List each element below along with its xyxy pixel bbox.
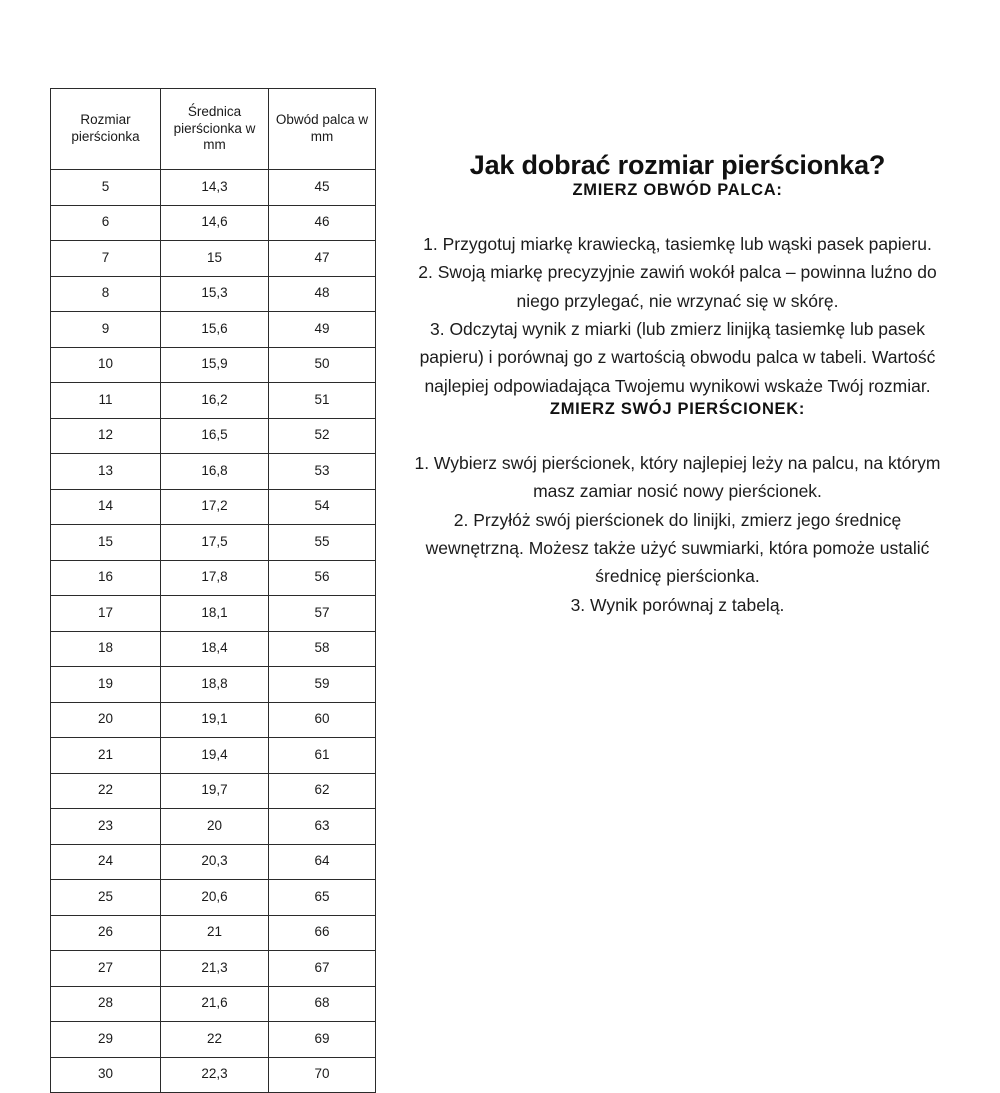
cell-diameter: 17,2	[161, 489, 269, 525]
table-row	[51, 702, 376, 738]
cell-circumference: 52	[269, 418, 376, 454]
list-item: 1. Wybierz swój pierścionek, który najlepiej leży na palcu, na którym masz zamiar nosić nowy pierścionek.	[414, 453, 941, 502]
cell-circumference: 54	[269, 489, 376, 525]
cell-size: 26	[51, 915, 161, 951]
table-row	[51, 560, 376, 596]
steps-list-measure-ring	[410, 449, 945, 619]
cell-circumference: 46	[269, 205, 376, 241]
cell-diameter: 15	[161, 241, 269, 277]
cell-size: 19	[51, 667, 161, 703]
cell-circumference: 55	[269, 525, 376, 561]
cell-size: 7	[51, 241, 161, 277]
cell-diameter: 16,2	[161, 383, 269, 419]
cell-size: 30	[51, 1057, 161, 1093]
table-row	[51, 347, 376, 383]
cell-diameter: 19,7	[161, 773, 269, 809]
column-header-size: Rozmiar pierścionka	[51, 89, 161, 170]
page-title: Jak dobrać rozmiar pierścionka?	[469, 150, 886, 180]
cell-circumference: 69	[269, 1022, 376, 1058]
cell-diameter: 19,1	[161, 702, 269, 738]
cell-diameter: 18,4	[161, 631, 269, 667]
cell-diameter: 21,3	[161, 951, 269, 987]
cell-diameter: 15,6	[161, 312, 269, 348]
table-row	[51, 667, 376, 703]
table-row	[51, 773, 376, 809]
table-row	[51, 738, 376, 774]
cell-diameter: 22	[161, 1022, 269, 1058]
table-header-row	[51, 89, 376, 170]
list-item: 2. Swoją miarkę precyzyjnie zawiń wokół palca – powinna luźno do niego przylegać, nie wrzynać się w skórę.	[418, 262, 937, 311]
cell-diameter: 16,8	[161, 454, 269, 490]
cell-size: 23	[51, 809, 161, 845]
table-row	[51, 454, 376, 490]
table-row	[51, 383, 376, 419]
list-item: 1. Przygotuj miarkę krawiecką, tasiemkę lub wąski pasek papieru.	[423, 234, 932, 254]
cell-diameter: 15,9	[161, 347, 269, 383]
table-header	[51, 89, 376, 170]
cell-diameter: 18,1	[161, 596, 269, 632]
table-row	[51, 312, 376, 348]
cell-diameter: 14,3	[161, 170, 269, 206]
cell-circumference: 57	[269, 596, 376, 632]
table-row	[51, 525, 376, 561]
table-row	[51, 951, 376, 987]
cell-diameter: 20,6	[161, 880, 269, 916]
table-row	[51, 915, 376, 951]
ring-size-table	[50, 88, 376, 1093]
cell-circumference: 53	[269, 454, 376, 490]
table-row	[51, 170, 376, 206]
cell-circumference: 63	[269, 809, 376, 845]
cell-diameter: 21	[161, 915, 269, 951]
cell-circumference: 64	[269, 844, 376, 880]
cell-diameter: 22,3	[161, 1057, 269, 1093]
table-row	[51, 844, 376, 880]
cell-size: 9	[51, 312, 161, 348]
cell-circumference: 58	[269, 631, 376, 667]
cell-circumference: 50	[269, 347, 376, 383]
table-row	[51, 631, 376, 667]
table-row	[51, 1057, 376, 1093]
table-row	[51, 880, 376, 916]
cell-diameter: 17,8	[161, 560, 269, 596]
cell-circumference: 65	[269, 880, 376, 916]
cell-circumference: 45	[269, 170, 376, 206]
cell-size: 28	[51, 986, 161, 1022]
table-row	[51, 205, 376, 241]
cell-size: 8	[51, 276, 161, 312]
table-row	[51, 596, 376, 632]
cell-circumference: 51	[269, 383, 376, 419]
cell-circumference: 67	[269, 951, 376, 987]
cell-diameter: 17,5	[161, 525, 269, 561]
cell-size: 12	[51, 418, 161, 454]
cell-diameter: 20,3	[161, 844, 269, 880]
table-row	[51, 809, 376, 845]
cell-size: 5	[51, 170, 161, 206]
column-header-circumference: Obwód palca w mm	[269, 89, 376, 170]
cell-circumference: 60	[269, 702, 376, 738]
cell-size: 29	[51, 1022, 161, 1058]
cell-size: 10	[51, 347, 161, 383]
section-heading-measure-ring: ZMIERZ SWÓJ PIERŚCIONEK:	[549, 400, 806, 419]
cell-diameter: 19,4	[161, 738, 269, 774]
table-row	[51, 986, 376, 1022]
table-body	[51, 170, 376, 1093]
steps-list-measure-finger	[410, 230, 945, 400]
cell-size: 21	[51, 738, 161, 774]
size-table-container	[0, 0, 380, 1084]
cell-circumference: 66	[269, 915, 376, 951]
cell-circumference: 47	[269, 241, 376, 277]
cell-circumference: 49	[269, 312, 376, 348]
cell-size: 15	[51, 525, 161, 561]
table-row	[51, 489, 376, 525]
table-row	[51, 276, 376, 312]
cell-diameter: 18,8	[161, 667, 269, 703]
cell-size: 16	[51, 560, 161, 596]
cell-size: 11	[51, 383, 161, 419]
list-item: 3. Odczytaj wynik z miarki (lub zmierz linijką tasiemkę lub pasek papieru) i porównaj go z wartością obwodu palca w tabeli. Wartość najlepiej odpowiadająca Twojemu wynikowi wskaże Twój rozmiar.	[419, 319, 936, 396]
cell-size: 6	[51, 205, 161, 241]
cell-circumference: 68	[269, 986, 376, 1022]
cell-size: 17	[51, 596, 161, 632]
table-row	[51, 241, 376, 277]
cell-size: 22	[51, 773, 161, 809]
cell-size: 27	[51, 951, 161, 987]
cell-circumference: 61	[269, 738, 376, 774]
cell-size: 24	[51, 844, 161, 880]
cell-size: 20	[51, 702, 161, 738]
list-item: 2. Przyłóż swój pierścionek do linijki, zmierz jego średnicę wewnętrzną. Możesz także użyć suwmiarki, która pomoże ustalić średnicę pierścionka.	[425, 509, 930, 587]
cell-diameter: 16,5	[161, 418, 269, 454]
cell-diameter: 14,6	[161, 205, 269, 241]
table-row	[51, 418, 376, 454]
cell-size: 25	[51, 880, 161, 916]
cell-size: 14	[51, 489, 161, 525]
cell-circumference: 62	[269, 773, 376, 809]
cell-circumference: 56	[269, 560, 376, 596]
section-heading-measure-finger: ZMIERZ OBWÓD PALCA:	[572, 181, 783, 199]
cell-size: 13	[51, 454, 161, 490]
column-header-diameter: Średnica pierścionka w mm	[161, 89, 269, 170]
instructions-container	[380, 0, 1000, 1084]
cell-circumference: 59	[269, 667, 376, 703]
cell-diameter: 15,3	[161, 276, 269, 312]
table-row	[51, 1022, 376, 1058]
cell-size: 18	[51, 631, 161, 667]
cell-diameter: 20	[161, 809, 269, 845]
list-item: 3. Wynik porównaj z tabelą.	[570, 594, 785, 615]
cell-circumference: 70	[269, 1057, 376, 1093]
cell-diameter: 21,6	[161, 986, 269, 1022]
cell-circumference: 48	[269, 276, 376, 312]
